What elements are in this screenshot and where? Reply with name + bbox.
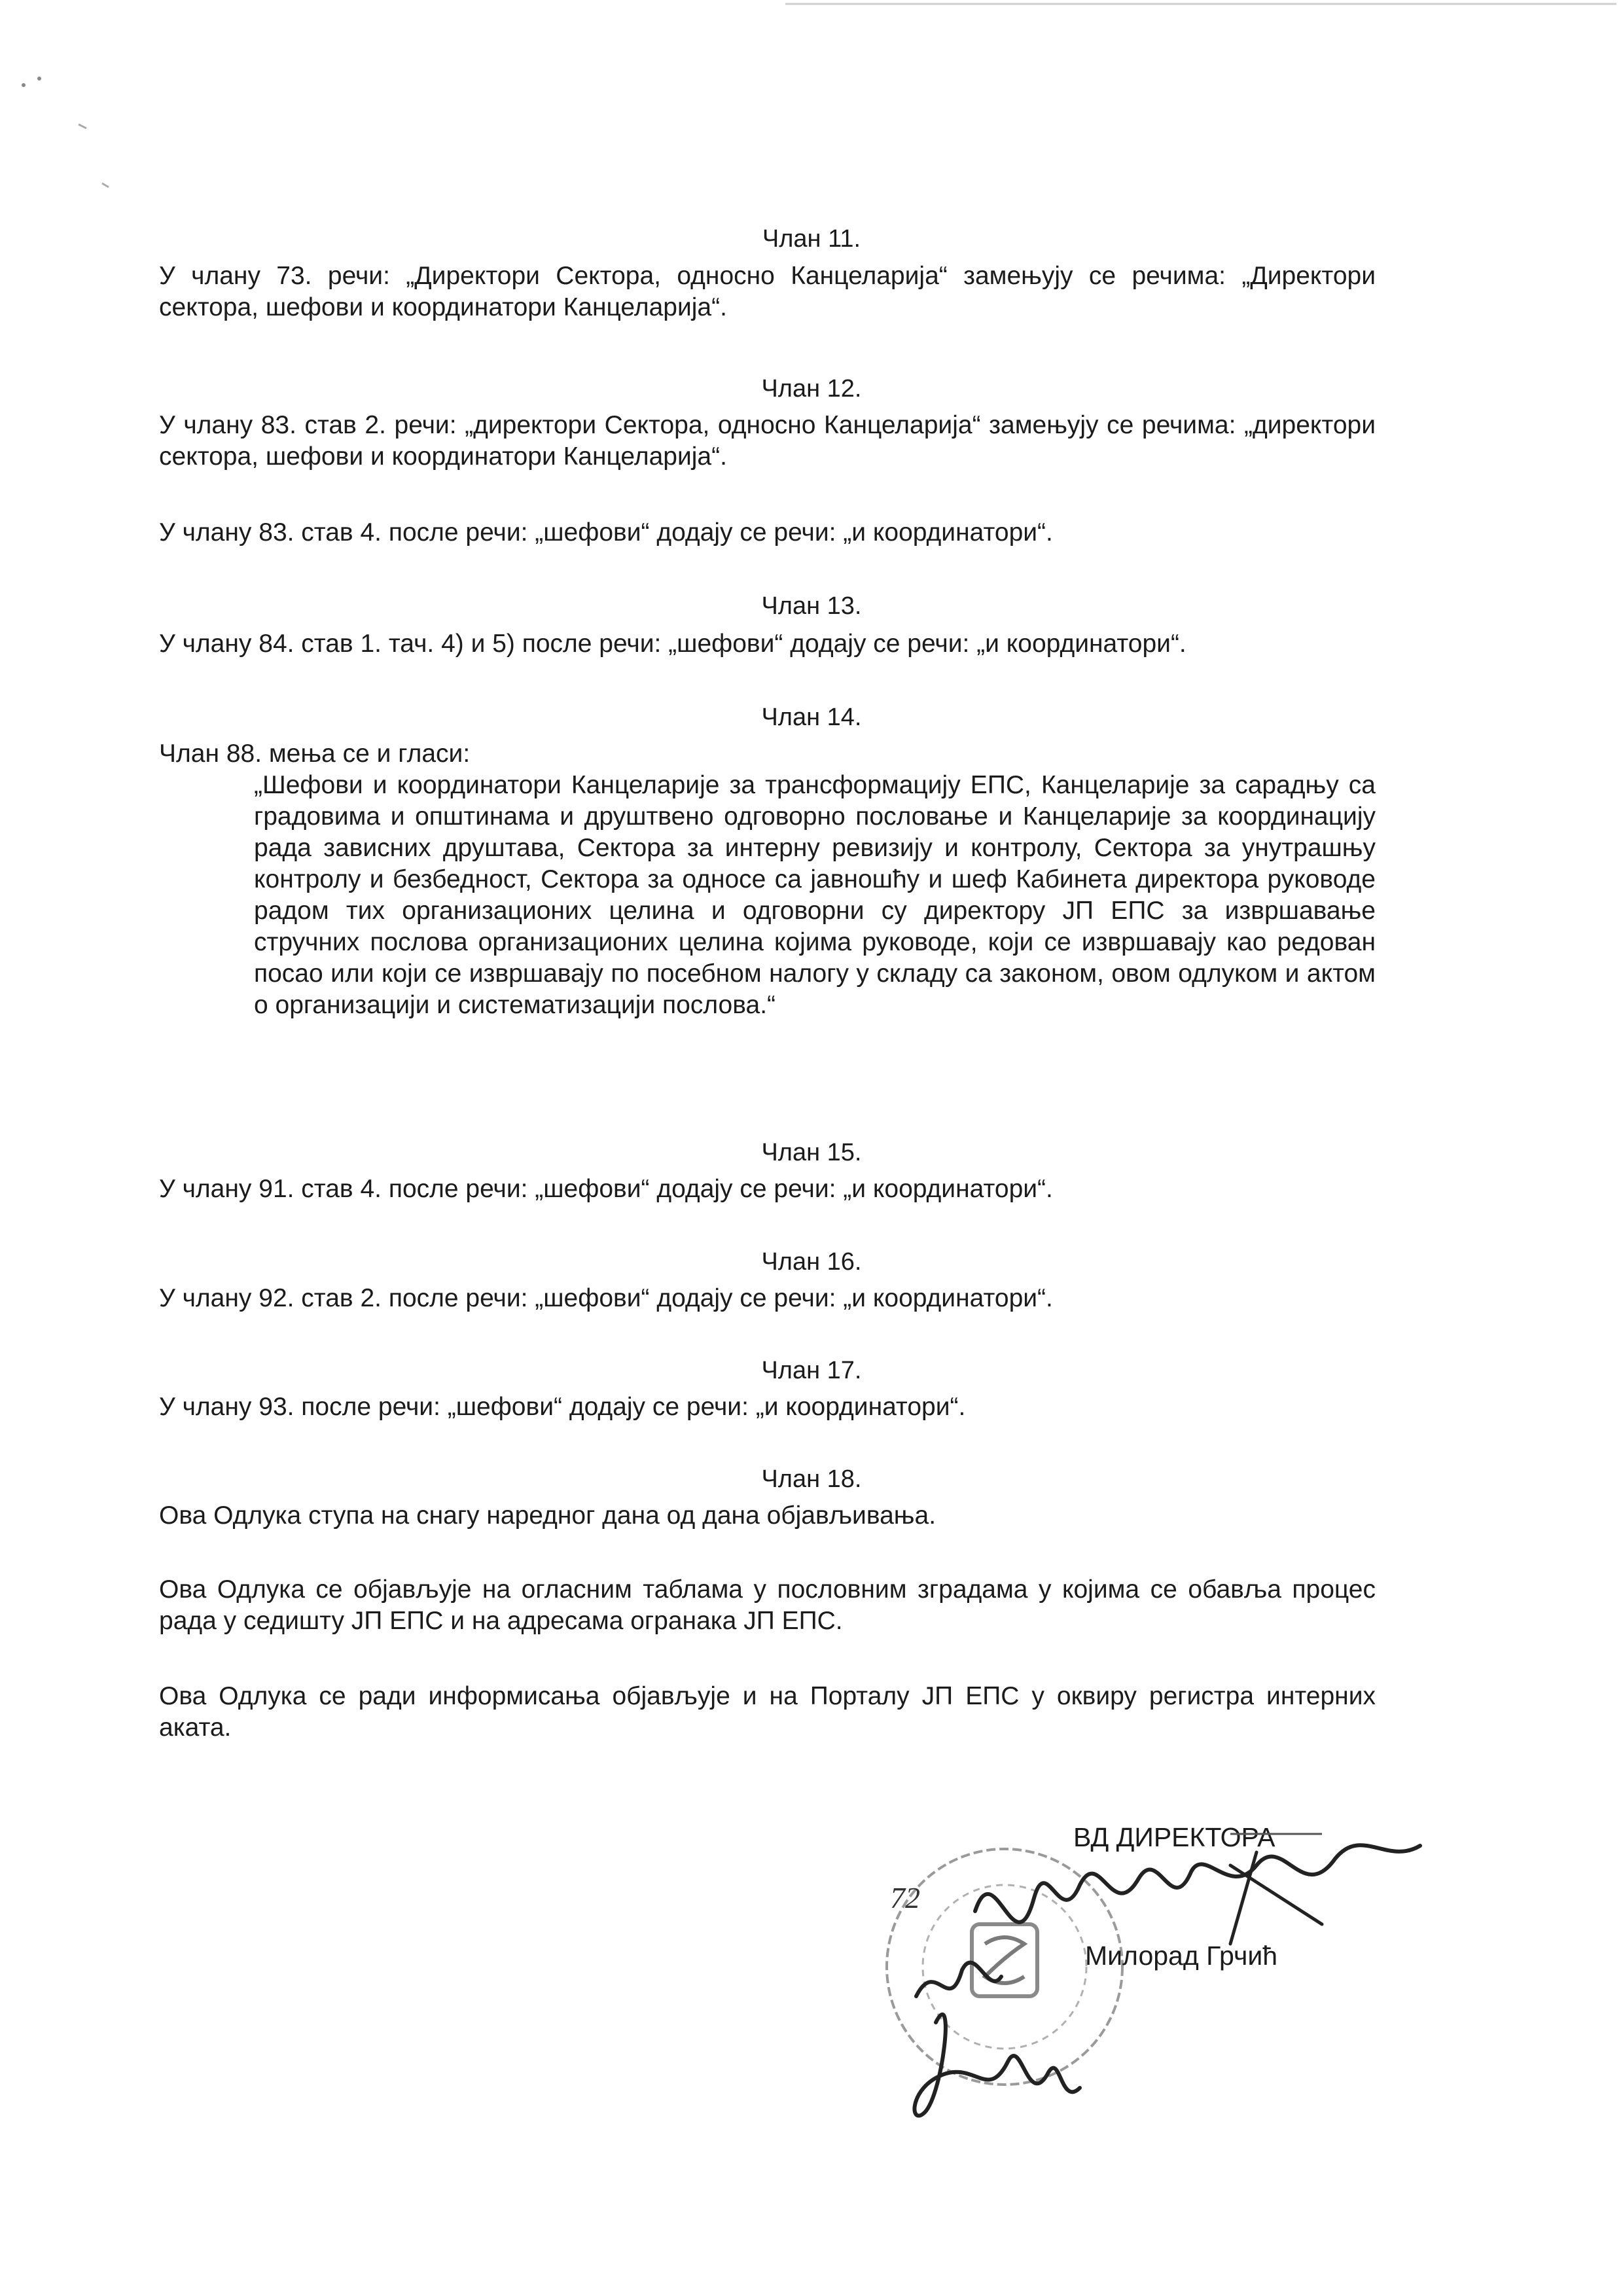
article-15-heading: Члан 15. — [761, 1139, 862, 1166]
article-11-paragraph: У члану 73. речи: „Директори Сектора, односно Канцеларија“ замењују се речима: „Директори сектора, шефови и координатори Канцеларија“. — [159, 262, 1376, 321]
article-17-heading: Члан 17. — [761, 1357, 862, 1384]
signature-title: ВД ДИРЕКТОРА — [1073, 1822, 1275, 1852]
article-18-paragraph-1: Ова Одлука ступа на снагу наредног дана од дана објављивања. — [159, 1501, 936, 1530]
article-12-heading: Члан 12. — [761, 375, 862, 403]
article-12-paragraph-2: У члану 83. став 4. после речи: „шефови“ додају се речи: „и координатори“. — [159, 518, 1053, 547]
article-14-intro: Члан 88. мења се и гласи: — [159, 740, 471, 768]
signatory-name: Милорад Грчић — [1085, 1941, 1278, 1971]
article-18-heading: Члан 18. — [761, 1465, 862, 1493]
article-18-paragraph-3: Ова Одлука се ради информисања објављује и на Порталу ЈП ЕПС у оквиру регистра интерних аката. — [159, 1682, 1376, 1742]
article-17-paragraph: У члану 93. после речи: „шефови“ додају се речи: „и координатори“. — [159, 1393, 966, 1421]
article-14-heading: Члан 14. — [761, 704, 862, 731]
signature-and-stamp — [864, 1826, 1440, 2140]
article-12-paragraph-1: У члану 83. став 2. речи: „директори Сектора, односно Канцеларија“ замењују се речима: „директори сектора, шефови и координатори Канцеларија“. — [159, 411, 1376, 471]
article-14-quote: „Шефови и координатори Канцеларије за трансформацију ЕПС, Канцеларије за сарадњу са градовима и општинама и друштвено одговорно пословање и Канцеларије за координацију рада зависних друштава, Сектора за интерну ревизију и контролу, Сектора за унутрашњу контролу и безбедност, Сектора за односе са јавношћу и шеф Кабинета директора руководе радом тих организационих целина и одговорни су директору ЈП ЕПС за извршавање стручних послова организационих целина којима руководе, који се извршавају као редован посао или који се извршавају по посебном налогу у складу са законом, овом одлуком и актом о организацији и систематизацији послова.“ — [254, 771, 1376, 1019]
article-15-paragraph: У члану 91. став 4. после речи: „шефови“ додају се речи: „и координатори“. — [159, 1175, 1053, 1203]
article-18-paragraph-2: Ова Одлука се објављује на огласним таблама у пословним зградама у којима се обавља процес рада у седишту ЈП ЕПС и на адресама огранака ЈП ЕПС. — [159, 1575, 1376, 1635]
article-16-paragraph: У члану 92. став 2. после речи: „шефови“ додају се речи: „и координатори“. — [159, 1284, 1053, 1312]
signature-stroke — [975, 1845, 1420, 1922]
article-16-heading: Члан 16. — [761, 1248, 862, 1276]
article-13-heading: Члан 13. — [761, 592, 862, 620]
scan-artifact — [0, 0, 1623, 209]
article-11-heading: Члан 11. — [762, 225, 861, 253]
initials-mark: 72 — [890, 1881, 920, 1914]
article-13-paragraph: У члану 84. став 1. тач. 4) и 5) после речи: „шефови“ додају се речи: „и координатори“. — [159, 630, 1186, 658]
